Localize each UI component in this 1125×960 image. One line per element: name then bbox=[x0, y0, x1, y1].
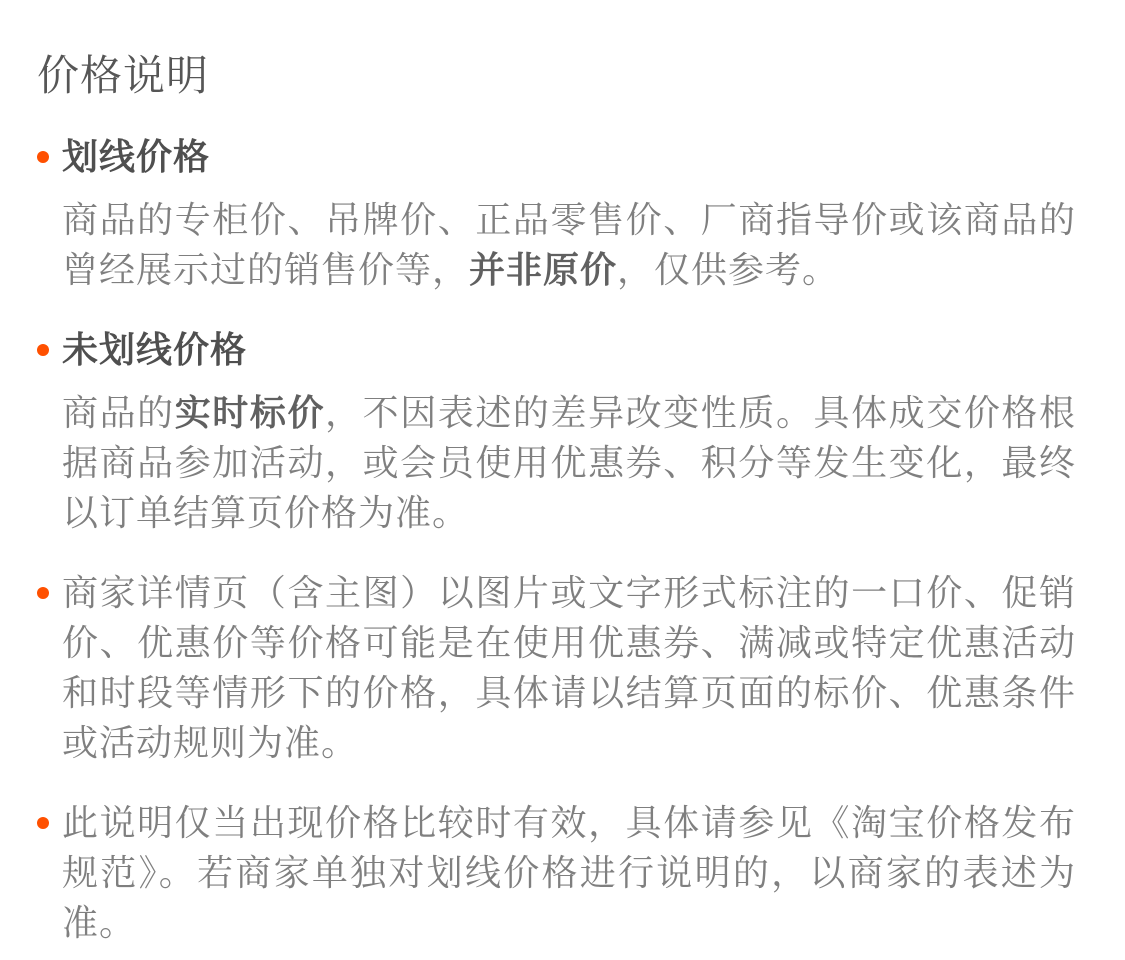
page-title: 价格说明 bbox=[37, 52, 210, 99]
item-heading: 未划线价格 bbox=[62, 329, 248, 370]
bullet-dot-icon bbox=[37, 587, 49, 599]
paragraph-segment: ，不因表述的差异改变性质。具体成交价格根据商品参加活动，或会员使用优惠券、积分等发生变化，最终以订单结算页价格为准。 bbox=[62, 392, 1076, 533]
paragraph-bold-segment: 并非原价 bbox=[469, 249, 618, 290]
list-item bbox=[37, 132, 1076, 295]
bullet-dot-icon bbox=[37, 151, 49, 163]
list-item bbox=[37, 798, 1076, 948]
paragraph-bold-segment: 实时标价 bbox=[174, 392, 326, 433]
list-item bbox=[37, 325, 1076, 538]
item-paragraph bbox=[62, 388, 1076, 538]
paragraph-segment: 商品的 bbox=[62, 392, 175, 433]
price-note-list bbox=[37, 132, 1076, 948]
paragraph-segment: ，仅供参考。 bbox=[617, 249, 840, 290]
paragraph-segment: 商品的专柜价、吊牌价、正品零售价、厂商指导价或该商品的曾经展示过的销售价等， bbox=[62, 199, 1076, 290]
item-heading: 划线价格 bbox=[62, 136, 211, 177]
list-item bbox=[37, 568, 1076, 768]
item-paragraph bbox=[62, 568, 1076, 768]
paragraph-segment: 此说明仅当出现价格比较时有效，具体请参见《淘宝价格发布规范》。若商家单独对划线价格进行说明的，以商家的表述为准。 bbox=[62, 802, 1076, 943]
item-paragraph bbox=[62, 798, 1076, 948]
item-paragraph bbox=[62, 195, 1076, 295]
paragraph-segment: 商家详情页（含主图）以图片或文字形式标注的一口价、促销价、优惠价等价格可能是在使用优惠券、满减或特定优惠活动和时段等情形下的价格，具体请以结算页面的标价、优惠条件或活动规则为准。 bbox=[62, 572, 1076, 763]
bullet-dot-icon bbox=[37, 817, 49, 829]
bullet-dot-icon bbox=[37, 344, 49, 356]
